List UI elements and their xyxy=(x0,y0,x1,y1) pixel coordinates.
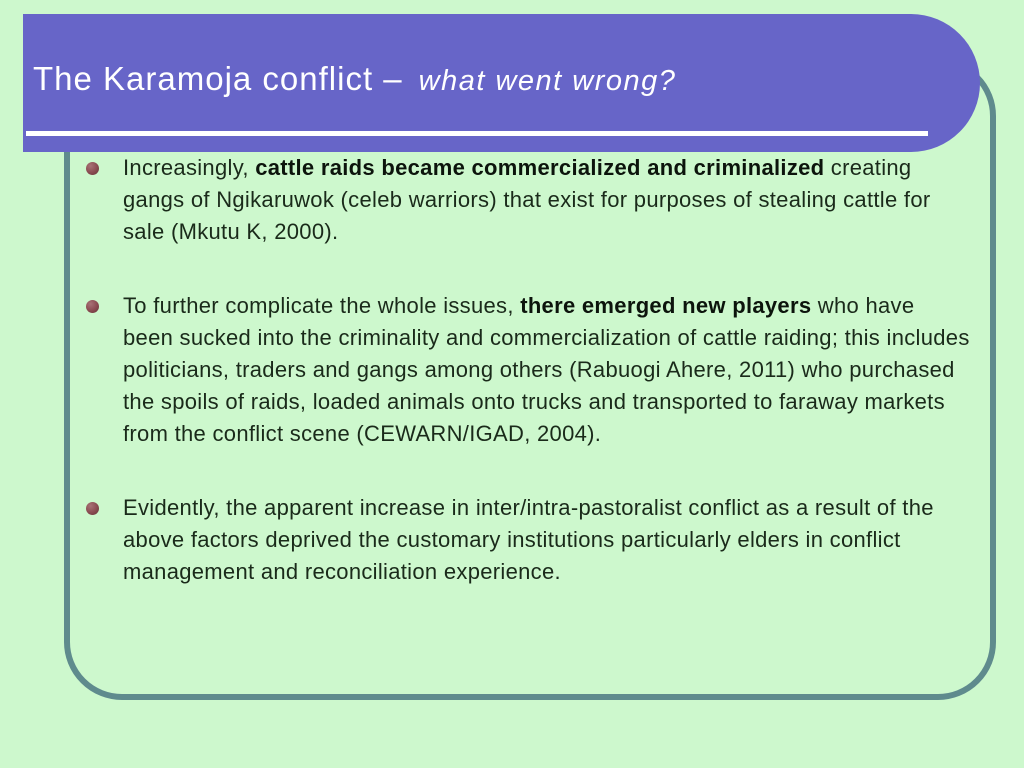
bullet-text xyxy=(123,152,970,248)
bullet-segment-bold: there emerged new players xyxy=(520,293,812,318)
page-title xyxy=(33,60,676,100)
page-title-main: The Karamoja conflict – xyxy=(33,60,403,97)
bullet-segment: Increasingly, xyxy=(123,155,256,180)
title-underline xyxy=(26,131,928,136)
bullet-segment: To further complicate the whole issues, xyxy=(123,293,521,318)
bullet-item-1 xyxy=(86,152,970,248)
title-bar xyxy=(23,14,980,152)
page-title-emphasis: what went wrong? xyxy=(418,65,677,97)
bullet-circle-icon xyxy=(86,300,99,313)
bullet-segment-bold: cattle raids became commercialized and criminalized xyxy=(255,155,825,180)
bullet-circle-icon xyxy=(86,162,99,175)
bullet-list xyxy=(86,152,970,630)
bullet-circle-icon xyxy=(86,502,99,515)
bullet-item-2 xyxy=(86,290,970,450)
bullet-segment: Evidently, the apparent increase in inter/intra-pastoralist conflict as a result of the above factors deprived the customary institutions particularly elders in conflict management and reconciliation experience. xyxy=(123,495,934,584)
bullet-item-3 xyxy=(86,492,970,588)
bullet-text xyxy=(123,492,970,588)
bullet-segment: creating gangs of Ngikaruwok (celeb warriors) that exist for purposes of stealing cattle for sale (Mkutu K, 2000). xyxy=(123,155,931,244)
bullet-segment: who have been sucked into the criminality and commercialization of cattle raiding; this includes politicians, traders and gangs among others (Rabuogi Ahere, 2011) who purchased the spoils of raids, loaded animals onto trucks and transported to faraway markets from the conflict scene (CEWARN/IGAD, 2004). xyxy=(123,293,970,446)
bullet-text xyxy=(123,290,970,450)
